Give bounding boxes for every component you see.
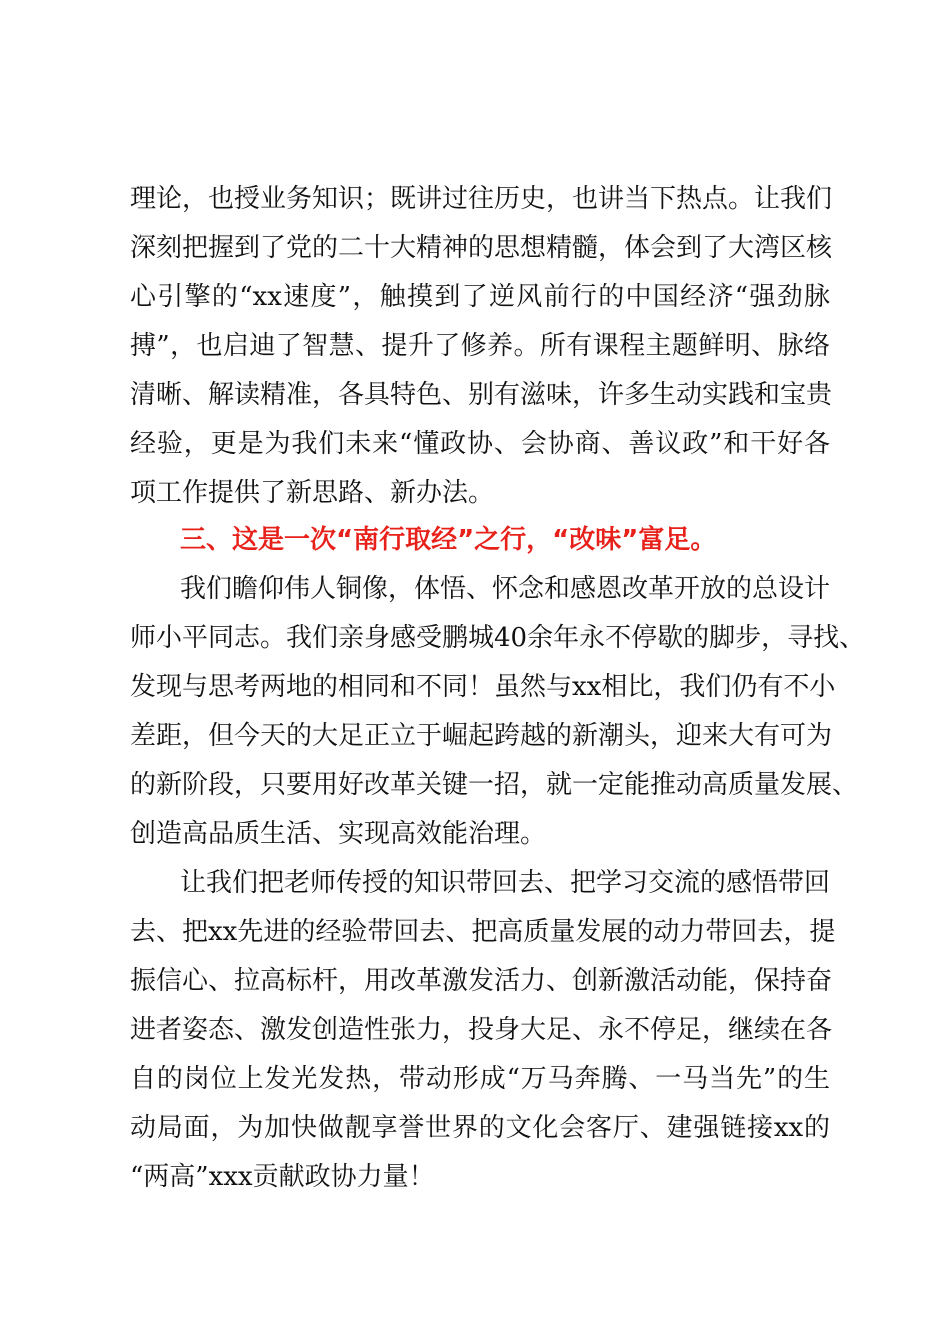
paragraph-1-line: 心引擎的“xx速度”，触摸到了逆风前行的中国经济“强劲脉 xyxy=(130,282,830,312)
paragraph-2-line: 我们瞻仰伟人铜像，体悟、怀念和感恩改革开放的总设计 xyxy=(180,574,831,604)
paragraph-1-line: 经验，更是为我们未来“懂政协、会协商、善议政”和干好各 xyxy=(130,429,830,459)
paragraph-3-line: 进者姿态、激发创造性张力，投身大足、永不停足，继续在各 xyxy=(130,1015,833,1045)
paragraph-1-line: 理论，也授业务知识；既讲过往历史，也讲当下热点。让我们 xyxy=(130,184,833,214)
paragraph-2-line: 师小平同志。我们亲身感受鹏城40余年永不停歇的脚步，寻找、 xyxy=(130,623,866,653)
paragraph-3-line: “两高”xxx贡献政协力量！ xyxy=(130,1162,435,1192)
paragraph-1-line: 搏”，也启迪了智慧、提升了修养。所有课程主题鲜明、脉络 xyxy=(130,331,830,361)
paragraph-3-line: 自的岗位上发光发热，带动形成“万马奔腾、一马当先”的生 xyxy=(130,1064,830,1094)
paragraph-2-line: 创造高品质生活、实现高效能治理。 xyxy=(130,819,547,849)
paragraph-3-line: 让我们把老师传授的知识带回去、把学习交流的感悟带回 xyxy=(180,868,831,898)
paragraph-3-line: 振信心、拉高标杆，用改革激发活力、创新激活动能，保持奋 xyxy=(130,966,833,996)
paragraph-3-line: 动局面，为加快做靓享誉世界的文化会客厅、建强链接xx的 xyxy=(130,1113,830,1143)
paragraph-1-line: 深刻把握到了党的二十大精神的思想精髓，体会到了大湾区核 xyxy=(130,233,833,263)
paragraph-1-line: 项工作提供了新思路、新办法。 xyxy=(130,478,495,508)
paragraph-3-line: 去、把xx先进的经验带回去、把高质量发展的动力带回去，提 xyxy=(130,917,836,947)
section-3-heading: 三、这是一次“南行取经”之行，“改味”富足。 xyxy=(180,525,717,555)
paragraph-2-line: 发现与思考两地的相同和不同！虽然与xx相比，我们仍有不小 xyxy=(130,672,836,702)
paragraph-1-line: 清晰、解读精准，各具特色、别有滋味，许多生动实践和宝贵 xyxy=(130,380,833,410)
paragraph-2-line: 的新阶段，只要用好改革关键一招，就一定能推动高质量发展、 xyxy=(130,770,859,800)
paragraph-2-line: 差距，但今天的大足正立于崛起跨越的新潮头，迎来大有可为 xyxy=(130,721,833,751)
